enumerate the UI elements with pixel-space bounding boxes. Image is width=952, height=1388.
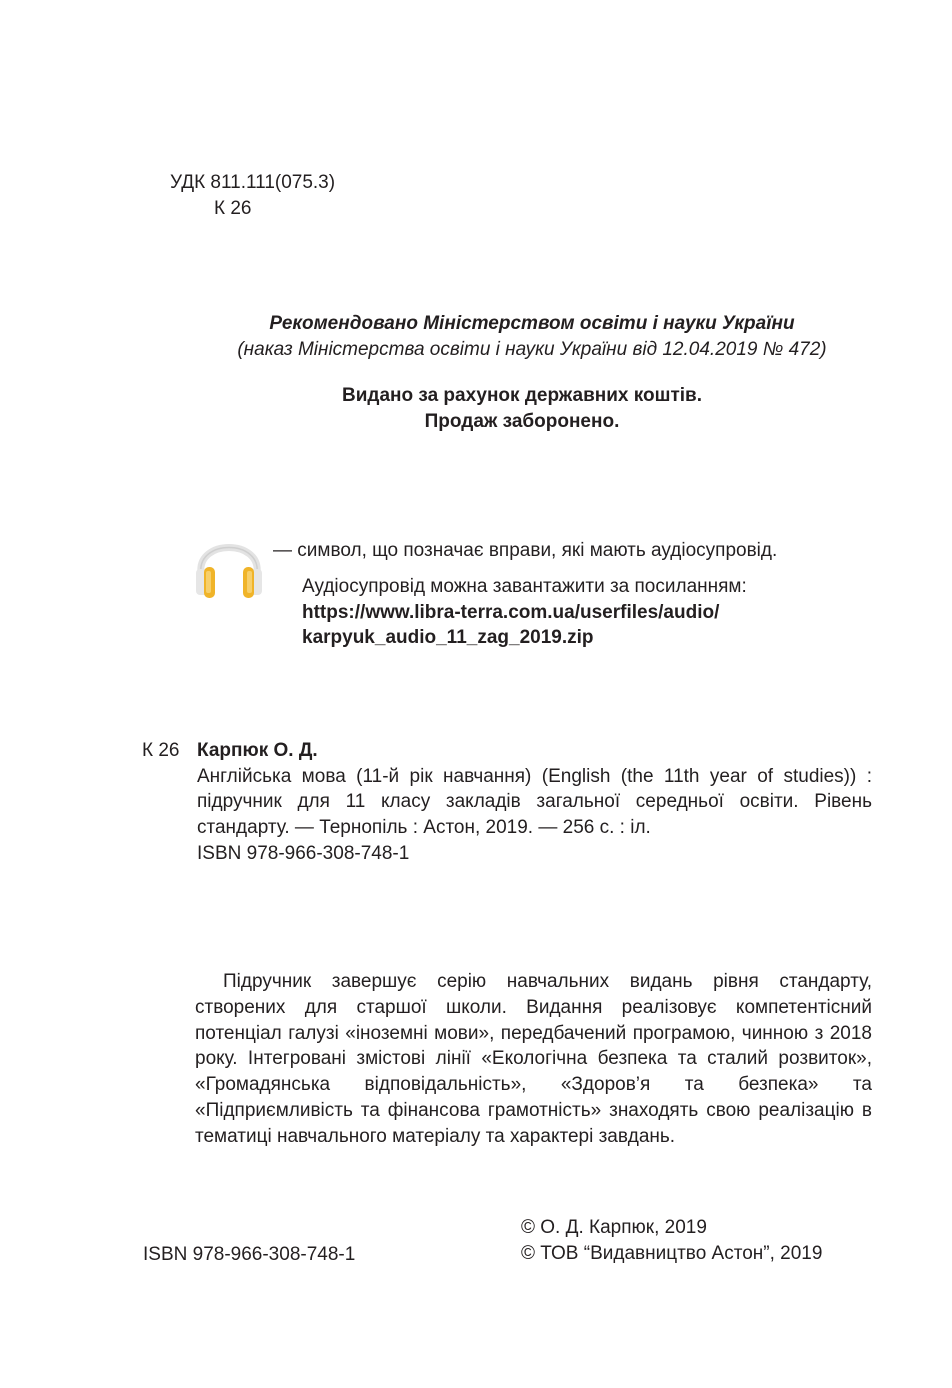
udk-block	[170, 170, 335, 221]
audio-symbol-description: — символ, що позначає вправи, які мають аудіосупровід.	[273, 540, 778, 561]
headphones-icon	[193, 521, 265, 603]
audio-info-block	[302, 574, 747, 651]
state-funds-line: Видано за рахунок державних коштів.	[341, 385, 703, 406]
copyright-block	[521, 1215, 822, 1266]
audio-download-text: Аудіосупровід можна завантажити за посиланням:	[302, 576, 747, 597]
catalog-author: Карпюк О. Д.	[197, 740, 318, 761]
footer-isbn: ISBN 978-966-308-748-1	[143, 1244, 356, 1265]
catalog-description: Англійська мова (11-й рік навчання) (English (the 11th year of studies)) : підручник для 11 класу закладів загальної середньої освіти. Рівень стандарту. — Тернопіль : Астон, 2019. — 256 с. : іл.	[197, 765, 872, 838]
catalog-code: К 26	[142, 740, 180, 761]
copyright-author: © О. Д. Карпюк, 2019	[521, 1217, 707, 1238]
recommendation-title: Рекомендовано Міністерством освіти і науки України	[269, 313, 795, 334]
recommendation-block	[0, 311, 952, 362]
audio-link-line1[interactable]: https://www.libra-terra.com.ua/userfiles/audio/	[302, 601, 720, 623]
catalog-isbn: ISBN 978-966-308-748-1	[197, 842, 410, 864]
udk-code: УДК 811.111(075.3)	[170, 172, 336, 193]
book-annotation: Підручник завершує серію навчальних видань рівня стандарту, створених для старшої школи. Видання реалізовує компетентісний потенціал галузі «іноземні мови», передбачений програмою, чинною з 2018 року. Інтегровані змістові лінії «Екологічна безпека та сталий розвиток», «Громадянська відповідальність», «Здоров’я та безпека» та «Підприємливість та фінансова грамотність» знаходять свою реалізацію в тематиці навчального матеріалу та характері завдань.	[195, 971, 872, 1147]
copyright-publisher: © ТОВ “Видавництво Астон”, 2019	[521, 1242, 823, 1264]
catalog-card	[142, 738, 872, 866]
udk-author-mark: К 26	[214, 197, 252, 219]
audio-link-line2[interactable]: karpyuk_audio_11_zag_2019.zip	[302, 627, 594, 649]
state-funds-notice	[0, 383, 952, 434]
recommendation-order: (наказ Міністерства освіти і науки України від 12.04.2019 № 472)	[237, 338, 827, 360]
sale-prohibited-line: Продаж заборонено.	[424, 410, 620, 432]
